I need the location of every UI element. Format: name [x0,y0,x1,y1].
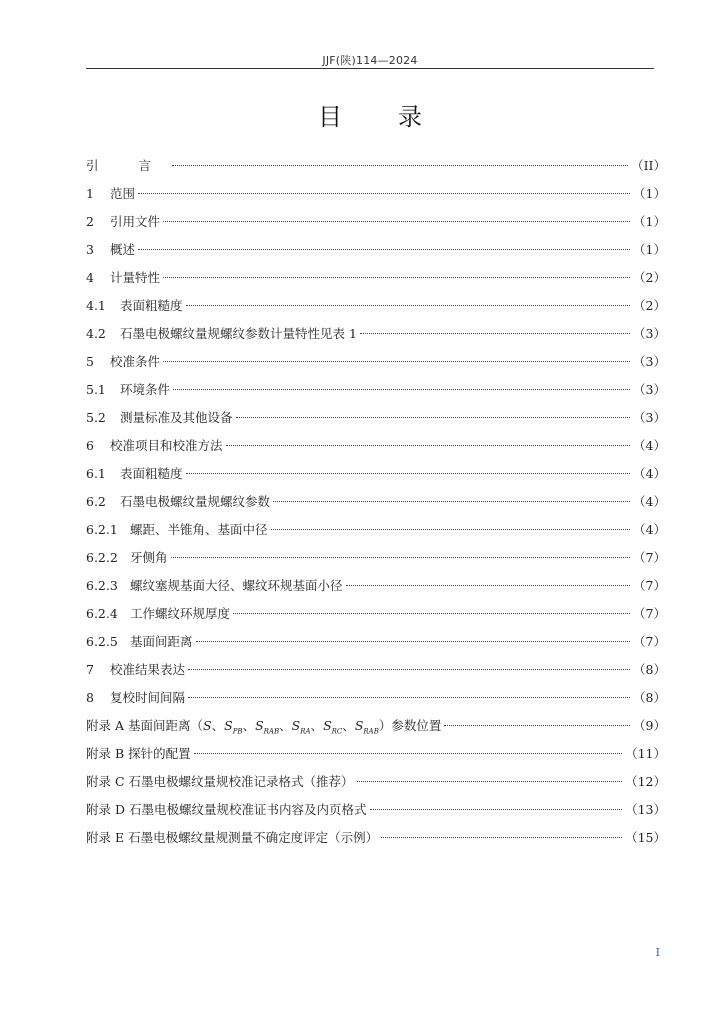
symbol-sra: S [291,718,301,733]
toc-entry-label: 引用文件 [110,214,161,229]
toc-entry[interactable] [86,404,666,432]
toc-entry-page: （4） [633,466,666,481]
toc-leader [163,221,630,222]
toc-entry-label: 表面粗糙度 [120,298,183,313]
toc-entry-page: （8） [633,662,666,677]
toc-entry[interactable] [86,348,666,376]
toc-entry-label: 牙侧角 [130,550,168,565]
toc-leader [273,501,630,502]
toc-entry-page: （8） [633,690,666,705]
toc-entry-number: 6.1 [86,466,106,481]
toc-entry-page: （13） [625,802,666,817]
toc-leader [360,333,630,334]
toc-entry-page: （3） [633,354,666,369]
toc-entry-number: 6 [86,438,94,453]
toc-leader [444,725,630,726]
toc-entry[interactable] [86,292,666,320]
toc-entry-label: 石墨电极螺纹量规测量不确定度评定（示例） [128,830,379,845]
toc-entry-label: 石墨电极螺纹量规校准证书内容及内页格式 [129,802,367,817]
toc-leader [163,361,630,362]
toc-entry-page: （4） [633,494,666,509]
toc-leader [173,389,630,390]
toc-entry-number: 6.2.4 [86,606,118,621]
toc-leader [163,277,630,278]
symbol-s: S [203,718,212,733]
toc-leader [196,641,631,642]
toc-leader [381,837,622,838]
toc-leader [186,473,631,474]
toc-entry-label: 表面粗糙度 [120,466,183,481]
toc-entry-label: 校准条件 [110,354,161,369]
toc-entry-page: （9） [633,718,666,733]
toc-entry[interactable] [86,320,666,348]
toc-entry[interactable] [86,628,666,656]
symbol-srab: S [255,718,264,733]
toc-entry[interactable] [86,432,666,460]
toc-entry-page: （7） [633,634,666,649]
toc-entry[interactable] [86,516,666,544]
toc-entry-label: 探针的配置 [128,746,191,761]
toc-leader [188,697,630,698]
toc-entry[interactable] [86,684,666,712]
toc-entry[interactable] [86,376,666,404]
toc-entry-number: 6.2 [86,494,106,509]
toc-entry-number: 8 [86,690,94,705]
toc-entry[interactable] [86,572,666,600]
toc-entry-page: （12） [625,774,666,789]
toc-entry-number: 3 [86,242,94,257]
toc-entry[interactable] [86,488,666,516]
toc-entry-number: 5.1 [86,382,106,397]
toc-entry-number: 4 [86,270,94,285]
toc-entry-label: 概述 [110,242,136,257]
subscript-rab: RAB [263,727,280,736]
toc-leader [138,193,630,194]
toc-entry[interactable] [86,460,666,488]
toc-leader [186,305,631,306]
toc-leader [271,529,631,530]
toc-entry-label: 石墨电极螺纹量规螺纹参数计量特性见表 1 [120,326,357,341]
toc-entry-page: （3） [633,410,666,425]
toc-entry-page: （7） [633,606,666,621]
toc-entry-number: 6.2.2 [86,550,118,565]
toc-entry-label: 复校时间间隔 [110,690,186,705]
separator: 、 [342,718,355,733]
toc-entry[interactable] [86,236,666,264]
toc-entry-number: 附录 C [86,774,125,789]
toc-entry[interactable] [86,544,666,572]
toc-entry-label: 环境条件 [120,382,171,397]
toc-leader [370,809,623,810]
toc-entry-number: 附录 A [86,718,125,733]
appendix-a-label-post: ）参数位置 [378,718,442,733]
toc-leader [226,445,631,446]
toc-entry-number: 6.2.1 [86,522,118,537]
toc-entry-number: 5 [86,354,94,369]
toc-entry-number: 4.2 [86,326,106,341]
footer-page-number: I [655,946,660,959]
toc-leader [194,753,622,754]
toc-entry-number: 1 [86,186,94,201]
toc-entry-number: 附录 E [86,830,125,845]
toc-entry-number: 4.1 [86,298,106,313]
toc-entry-label: 校准项目和校准方法 [110,438,223,453]
symbol-spb: S [224,718,233,733]
toc-entry-number: 7 [86,662,94,677]
toc-entry-label: 螺纹塞规基面大径、螺纹环规基面小径 [130,578,343,593]
toc-entry-label: 石墨电极螺纹量规校准记录格式（推荐） [128,774,354,789]
toc-leader [346,585,631,586]
toc-entry-page: （1） [633,214,666,229]
toc-entry-page: （11） [625,746,666,761]
toc-entry-number: 6.2.3 [86,578,118,593]
toc-entry[interactable] [86,796,666,824]
running-header: JJF(陕)114—2024 [322,54,418,67]
header-rule [86,68,654,69]
separator: 、 [279,718,292,733]
toc-leader [188,669,630,670]
page-title: 目录 [318,103,478,131]
toc-entry-page: （1） [633,242,666,257]
separator: 、 [310,718,324,733]
toc-entry[interactable] [86,656,666,684]
toc-leader [357,781,623,782]
toc-entry[interactable] [86,768,666,796]
toc-entry-label: 工作螺纹环规厚度 [130,606,231,621]
toc-entry-label: 基面间距离 [130,634,193,649]
toc-entry-label: 校准结果表达 [110,662,186,677]
toc-leader [172,165,628,166]
toc-entry[interactable] [86,208,666,236]
separator: 、 [242,718,256,733]
toc-entry-page: （15） [625,830,666,845]
subscript-rc: RC [331,727,343,736]
toc-entry[interactable] [86,600,666,628]
toc-entry-page: （3） [633,326,666,341]
toc-entry[interactable] [86,180,666,208]
toc-leader [171,557,631,558]
toc-entry-number: 附录 B [86,746,125,761]
separator: 、 [211,718,225,733]
toc-entry-page: （1） [633,186,666,201]
toc-entry-page: （2） [633,270,666,285]
toc-entry[interactable] [86,712,666,740]
toc-entry-label: 测量标准及其他设备 [120,410,233,425]
toc-entry-number: 6.2.5 [86,634,118,649]
toc-entry-label: 螺距、半锥角、基面中径 [130,522,268,537]
table-of-contents [86,152,666,852]
symbol-src: S [323,718,332,733]
toc-entry[interactable] [86,152,666,180]
toc-leader [233,613,630,614]
toc-entry-number: 2 [86,214,94,229]
toc-entry-page: （7） [633,578,666,593]
toc-leader [138,249,630,250]
subscript-ra: RA [300,727,311,736]
toc-entry-number: 5.2 [86,410,106,425]
subscript-rab-2: RAB [363,727,379,736]
subscript-pb: PB [232,727,243,736]
toc-entry-page: （2） [633,298,666,313]
toc-entry-label: 范围 [110,186,136,201]
toc-entry-page: （4） [633,522,666,537]
toc-entry[interactable] [86,824,666,852]
appendix-a-label-pre: 基面间距离（ [128,718,204,733]
toc-entry-page: （3） [633,382,666,397]
toc-leader [236,417,631,418]
toc-entry-label: 石墨电极螺纹量规螺纹参数 [120,494,271,509]
toc-entry-number: 附录 D [86,802,125,817]
symbol-srab-2: S [354,718,364,733]
toc-entry-page: （II） [631,158,666,173]
toc-entry-label: 引 言 [86,158,169,173]
toc-entry-page: （4） [633,438,666,453]
toc-entry-page: （7） [633,550,666,565]
toc-entry-label: 计量特性 [110,270,161,285]
toc-entry[interactable] [86,264,666,292]
